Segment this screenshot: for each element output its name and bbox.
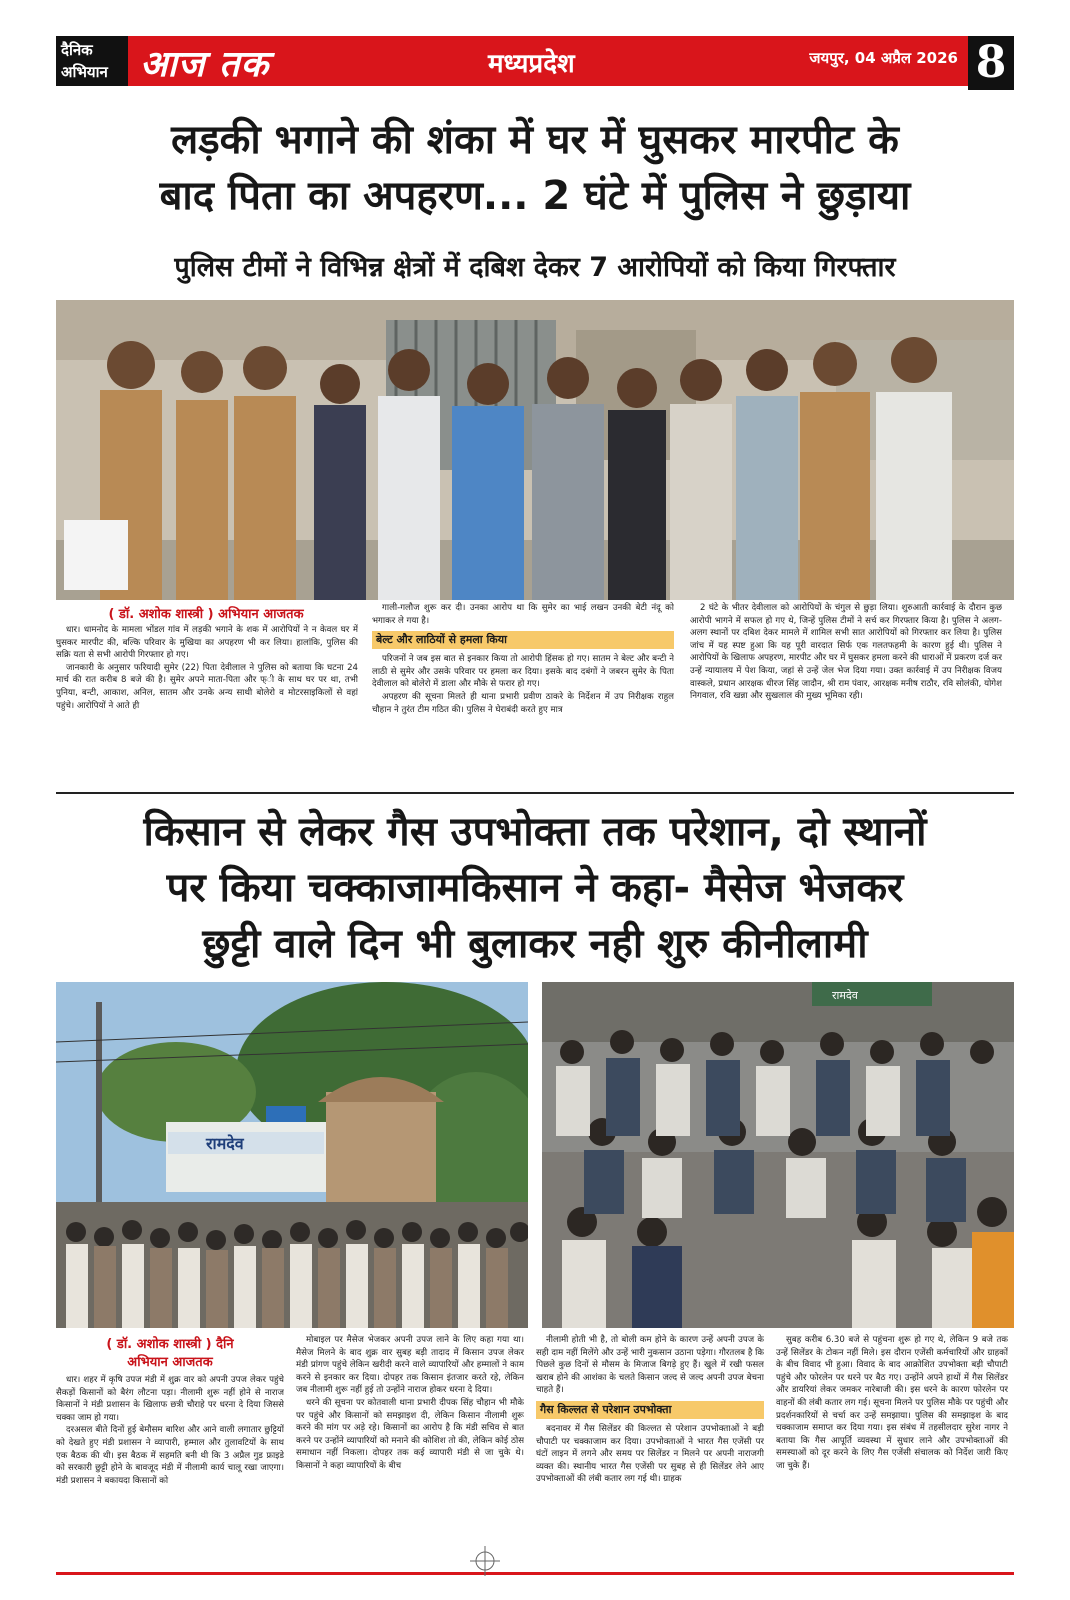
story2-byline xyxy=(56,1336,284,1372)
story1-col2-para2: परिजनों ने जब इस बात से इनकार किया तो आरोपी हिंसक हो गए। सातम ने बेल्ट और बन्टी ने लाठी से सुमेर और उसके परिवार पर हमला कर दिया। इसके बाद दबंगों ने जबरन सुमेर के पिता देवीलाल को बोलेरो में डाला और मौके से फरार हो गए। xyxy=(372,654,674,690)
story2-headline-line3: छुट्टी वाले दिन भी बुलाकर नही शुरु कीनीलामी xyxy=(202,921,868,967)
story2-col4-para1: सुबह करीब 6.30 बजे से पहुंचना शुरू हो गए थे, लेकिन 9 बजे तक उन्हें सिलेंडर के टोकन नहीं मिले। इस दौरान एजेंसी कर्मचारियों और ग्राहकों के बीच विवाद भी हुआ। विवाद के बाद आक्रोशित उपभोक्ता बड़ी चौपाटी पहुंचे और फोरलेन पर धरने पर बैठ गए। उन्होंने अपने हाथों में गैस सिलेंडर और डायरियां लेकर जमकर नारेबाजी की। इस धरने के कारण फोरलेन पर वाहनों की लंबी कतार लग गई। सूचना मिलने पर पुलिस मौके पर पहुंची और प्रदर्शनकारियों से चर्चा कर उन्हें समझाया। पुलिस की समझाइश के बाद चक्काजाम समाप्त कर दिया गया। इस संबंध में तहसीलदार सुरेश नागर ने बताया कि गैस आपूर्ति व्यवस्था में सुधार लाने और उपभोक्ताओं की समस्याओं को दूर करने के लिए गैस एजेंसी संचालक को निर्देश जारी किए जा चुके हैं। xyxy=(776,1335,1008,1471)
section-divider xyxy=(56,792,1014,794)
story1-col2-para3: अपहरण की सूचना मिलते ही थाना प्रभारी प्रवीण ठाकरे के निर्देशन में उप निरीक्षक राहुल चौहान ने तुरंत टीम गठित की। पुलिस ने घेराबंदी करते हुए मात्र xyxy=(372,691,674,715)
publication-logo xyxy=(56,36,128,86)
story2-headline xyxy=(56,804,1014,972)
story2-column-4 xyxy=(776,1334,1008,1570)
story1-headline xyxy=(56,112,1014,224)
story1-col3-para1: 2 घंटे के भीतर देवीलाल को आरोपियों के चंगुल से छुड़ा लिया। शुरुआती कार्रवाई के दौरान कुछ आरोपी भागने में सफल हो गए थे, जिन्हें पुलिस टीमों ने सर्च कर गिरफ्तार किया है। पुलिस ने अलग-अलग स्थानों पर दबिश देकर मामले में शामिल सभी सात आरोपियों को गिरफ्तार कर लिया है। पुलिस जांच में यह स्पष्ट हुआ कि यह पूरी वारदात सिर्फ एक गलतफहमी के कारण हुई थी। पुलिस ने आरोपियों के खिलाफ अपहरण, मारपीट और घर में घुसकर हमला करने की धाराओं में प्रकरण दर्ज कर उन्हें न्यायालय में पेश किया, जहां से उन्हें जेल भेज दिया गया। उक्त कार्रवाई में उप निरीक्षक विजय वास्कले, प्रधान आरक्षक धीरज सिंह जादौन, श्री राम पंवार, आरक्षक मनीष राठौर, रवि सोलंकी, योगेश निगवाल, रवि खन्ना और सुखलाल की मुख्य भूमिका रही। xyxy=(690,603,1002,702)
story2-column-1 xyxy=(56,1374,284,1570)
story2-byline-line1: ( डॉ. अशोक शास्त्री ) दैनि xyxy=(106,1337,234,1352)
story2-col1-para2: दरअसल बीते दिनों हुई बेमौसम बारिश और आने वाली लगातार छुट्टियों को देखते हुए मंडी प्रशासन ने व्यापारी, हम्माल और तुलावटियों के साथ एक बैठक की थी। इस बैठक में सहमति बनी थी कि 3 अप्रैल गुड फ्राइडे को सरकारी छुट्टी होने के बावजूद मंडी में नीलामी कार्य चालू रखा जाएगा। मंडी प्रशासन ने बकायदा किसानों को xyxy=(56,1425,284,1486)
story1-col1-para2: जानकारी के अनुसार फरियादी सुमेर (22) पिता देवीलाल ने पुलिस को बताया कि घटना 24 मार्च की रात करीब 8 बजे की है। सुमेर अपने माता-पिता और फ्ी के साथ घर पर था, तभी पुनिया, बन्टी, आकाश, अनिल, सातम और उनके अन्य साथी बोलेरो व मोटरसाइकिलों से वहां पहुंचे। आरोपियों ने आते ही xyxy=(56,662,358,711)
registration-mark-icon xyxy=(470,1546,500,1576)
story1-column-2 xyxy=(372,602,674,788)
story2-col3-para2: बदनावर में गैस सिलेंडर की किल्लत से परेशान उपभोक्ताओं ने बड़ी चौपाटी पर चक्काजाम कर दिया। उपभोक्ताओं ने भारत गैस एजेंसी पर घंटों लाइन में लगने और समय पर सिलेंडर न मिलने पर अपनी नाराजगी व्यक्त की। स्थानीय भारत गैस एजेंसी पर सुबह से ही सिलेंडर लेने आए उपभोक्ताओं की लंबी कतार लग गई थी। ग्राहक xyxy=(536,1423,764,1485)
newspaper-page xyxy=(56,36,1014,1576)
footer-rule xyxy=(56,1572,1014,1575)
story1-col2-subhead: बेल्ट और लाठियों से हमला किया xyxy=(372,631,674,649)
brand-name: आज तक xyxy=(140,44,270,85)
photo2-shop-sign: रामदेव xyxy=(832,989,858,1002)
dateline: जयपुर, 04 अप्रैल 2026 xyxy=(809,49,958,67)
story2-col3-subhead: गैस किल्लत से परेशान उपभोक्ता xyxy=(536,1401,764,1419)
logo-line-1: दैनिक xyxy=(61,41,93,59)
story1-photo xyxy=(56,300,1014,600)
story2-headline-line1: किसान से लेकर गैस उपभोक्ता तक परेशान, दो स्थानों xyxy=(143,809,927,855)
story2-column-2 xyxy=(296,1334,524,1570)
story1-col1-para1: धार। धामनोद के मामला भोंडल गांव में लड़की भगाने के शक में आरोपियों ने न केवल घर में घुसकर मारपीट की, बल्कि परिवार के मुखिया का अपहरण भी कर लिया। हालांकि, पुलिस की सक्रि यता से सभी आरोपी गिरफ्तार हो गए। xyxy=(56,625,358,661)
story2-byline-line2: अभियान आजतक xyxy=(127,1355,213,1370)
masthead-red-bar xyxy=(128,36,968,86)
story2-headline-line2: पर किया चक्काजामकिसान ने कहा- मैसेज भेजकर xyxy=(166,865,904,911)
story2-col1-para1: धार। शहर में कृषि उपज मंडी में शुक्र वार को अपनी उपज लेकर पहुंचे सैकड़ों किसानों को बैरंग लौटना पड़ा। नीलामी शुरू नहीं होने से नाराज किसानों ने मंडी प्रशासन के खिलाफ छत्री चौराहे पर धरना दे दिया जिससे चक्का जाम हो गया। xyxy=(56,1375,284,1423)
story2-photo-gas-protest xyxy=(542,982,1014,1328)
story2-col2-para1: मोबाइल पर मैसेज भेजकर अपनी उपज लाने के लिए कहा गया था। मैसेज मिलने के बाद शुक्र वार सुबह बड़ी तादाद में किसान उपज लेकर मंडी प्रांगण पहुंचे लेकिन खरीदी करने वाले व्यापारियों और हम्मालों ने काम करने से इनकार कर दिया। दोपहर तक किसान इंतजार करते रहे, लेकिन जब नीलामी शुरू नहीं हुई तो उन्होंने नाराज होकर धरना दे दिया। xyxy=(296,1335,524,1396)
edition-name: मध्यप्रदेश xyxy=(488,49,575,79)
story2-col2-para2: धरने की सूचना पर कोतवाली थाना प्रभारी दीपक सिंह चौहान भी मौके पर पहुंचे और किसानों को समझाइश दी, लेकिन किसान नीलामी शुरू करने की मांग पर अड़े रहे। किसानों का आरोप है कि मंडी सचिव से बात करने पर उन्होंने व्यापारियों को मनाने की कोशिश तो की, लेकिन कोई ठोस समाधान नहीं निकला। दोपहर तक कई व्यापारी मंडी से जा चुके थे। किसानों ने कहा व्यापारियों के बीच xyxy=(296,1397,524,1471)
masthead xyxy=(56,36,1014,88)
story2-column-3 xyxy=(536,1334,764,1570)
page-number: 8 xyxy=(968,36,1014,90)
story1-col2-para1: गाली-गलौज शुरू कर दी। उनका आरोप था कि सुमेर का भाई लखन उनकी बेटी नंदू को भगाकर ले गया है। xyxy=(372,603,674,626)
story1-column-3 xyxy=(690,602,1002,788)
photo1-shop-sign: रामदेव xyxy=(206,1134,244,1153)
story1-headline-line1: लड़की भगाने की शंका में घर में घुसकर मारपीट के xyxy=(171,117,899,163)
story1-subheadline: पुलिस टीमों ने विभिन्न क्षेत्रों में दबिश देकर 7 आरोपियों को किया गिरफ्तार xyxy=(174,252,896,283)
logo-line-2: अभियान xyxy=(61,63,108,81)
story1-byline: ( डॉ. अशोक शास्त्री ) अभियान आजतक xyxy=(108,607,304,622)
story2-col3-para1: नीलामी होती भी है, तो बोली कम होने के कारण उन्हें अपनी उपज के सही दाम नहीं मिलेंगे और उन्हें भारी नुकसान उठाना पड़ेगा। गौरतलब है कि पिछले कुछ दिनों से मौसम के मिजाज बिगड़े हुए हैं। खुले में रखी फसल खराब होने की आशंका के चलते किसान जल्द से जल्द अपनी उपज बेचना चाहते हैं। xyxy=(536,1335,764,1396)
story1-column-1 xyxy=(56,624,358,788)
story1-headline-line2: बाद पिता का अपहरण... 2 घंटे में पुलिस ने छुड़ाया xyxy=(159,173,911,219)
story2-photo-farmers xyxy=(56,982,528,1328)
